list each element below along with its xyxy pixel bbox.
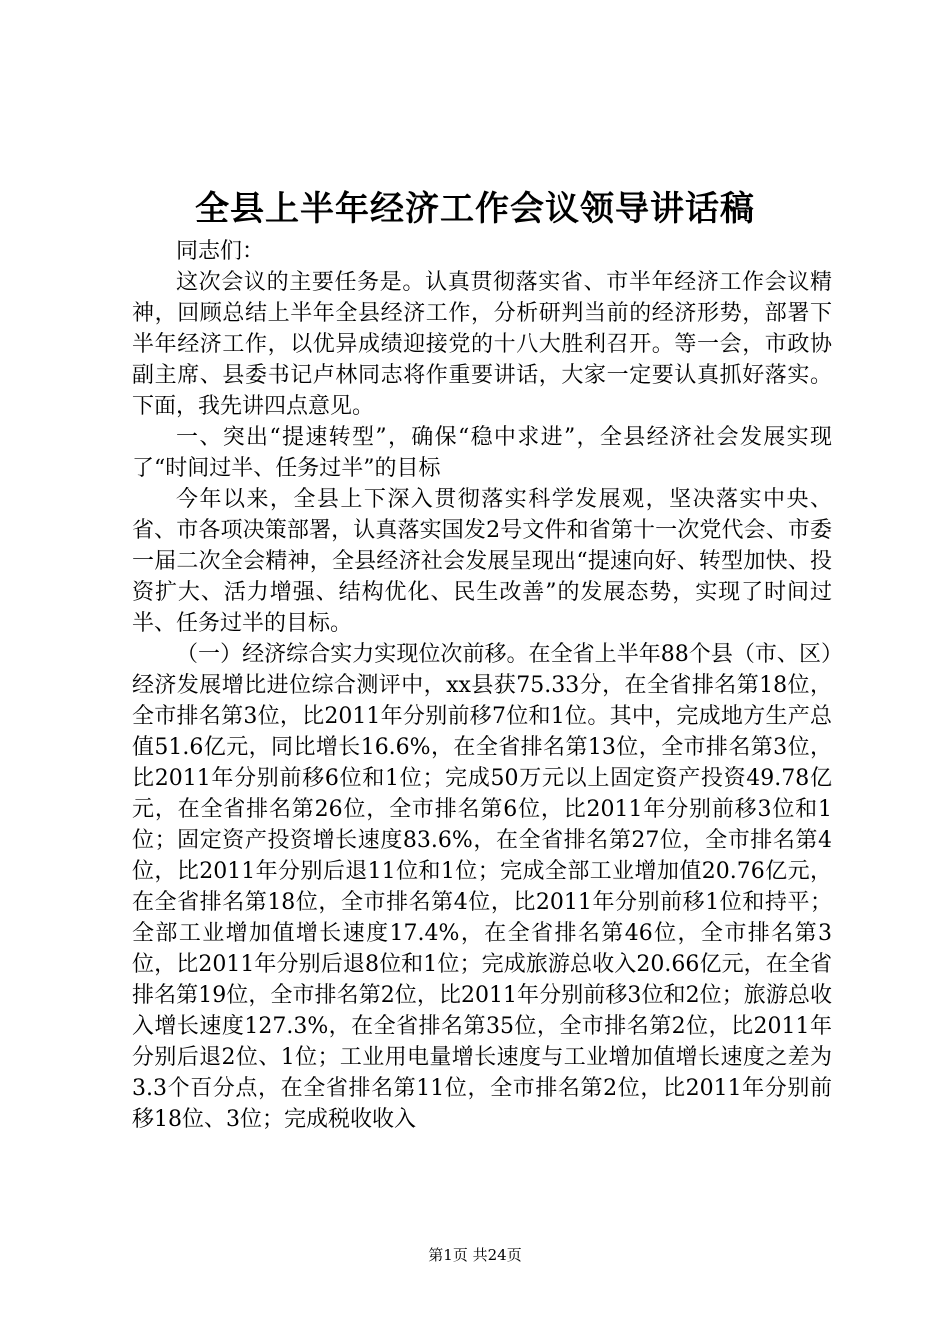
intro-paragraph: 这次会议的主要任务是。认真贯彻落实省、市半年经济工作会议精神，回顾总结上半年全县经济工作，分析研判当前的经济形势，部署下半年经济工作，以优异成绩迎接党的十八大胜利召开。等一会，市政协副主席、县委书记卢林同志将作重要讲话，大家一定要认真抓好落实。下面，我先讲四点意见。 bbox=[132, 270, 832, 419]
page-footer: 第1页 共24页 bbox=[428, 1246, 522, 1264]
subsection-paragraph-1: （一）经济综合实力实现位次前移。在全省上半年88个县（市、区）经济发展增比进位综合测评中，xx县获75.33分，在全省排名第18位，全市排名第3位，比2011年分别前移7位和1位。其中，完成地方生产总值51.6亿元，同比增长16.6%，在全省排名第13位，全市排名第3位，比2011年分别前移6位和1位；完成50万元以上固定资产投资49.78亿元，在全省排名第26位，全市排名第6位，比2011年分别前移3位和1位；固定资产投资增长速度83.6%，在全省排名第27位，全市排名第4位，比2011年分别后退11位和1位；完成全部工业增加值20.76亿元，在全省排名第18位，全市排名第4位，比2011年分别前移1位和持平；全部工业增加值增长速度17.4%，在全省排名第46位，全市排名第3位，比2011年分别后退8位和1位；完成旅游总收入20.66亿元，在全省排名第19位，全市排名第2位，比2011年分别前移3位和2位；旅游总收入增长速度127.3%，在全省排名第35位，全市排名第2位，比2011年分别后退2位、1位；工业用电量增长速度与工业增加值增长速度之差为3.3个百分点，在全省排名第11位，全市排名第2位，比2011年分别前移18位、3位；完成税收收入 bbox=[132, 642, 832, 1132]
section-heading-1: 一、突出“提速转型”，确保“稳中求进”，全县经济社会发展实现了“时间过半、任务过半”的目标 bbox=[132, 425, 832, 481]
document-title: 全县上半年经济工作会议领导讲话稿 bbox=[195, 189, 755, 229]
salutation-paragraph: 同志们： bbox=[176, 239, 265, 264]
overview-paragraph: 今年以来，全县上下深入贯彻落实科学发展观，坚决落实中央、省、市各项决策部署，认真落实国发2号文件和省第十一次党代会、市委一届二次全会精神，全县经济社会发展呈现出“提速向好、转型加快、投资扩大、活力增强、结构优化、民生改善”的发展态势，实现了时间过半、任务过半的目标。 bbox=[132, 487, 832, 636]
document-body bbox=[132, 236, 832, 1135]
